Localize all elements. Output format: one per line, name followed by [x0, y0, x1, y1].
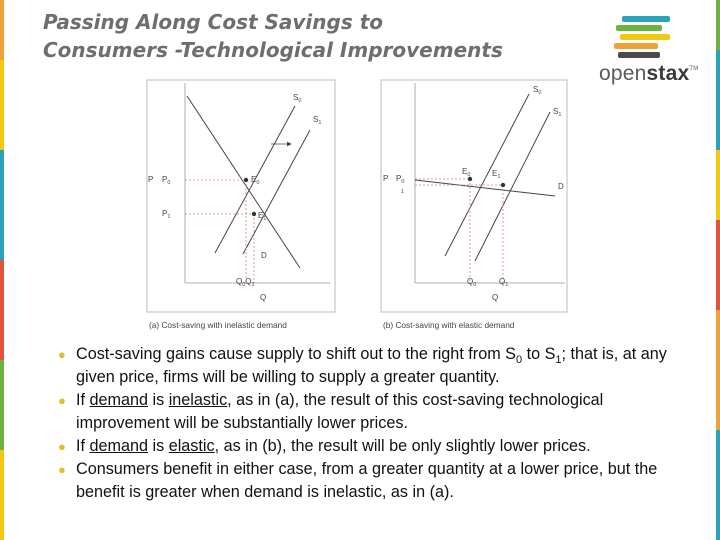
demand-link[interactable]: demand	[89, 437, 148, 455]
demand-link[interactable]: demand	[89, 391, 148, 409]
logo-wordmark: openstax™	[599, 62, 699, 85]
panel-a-p0-label: $P_0$	[162, 175, 171, 186]
elastic-link[interactable]: elastic	[168, 437, 215, 455]
panel-a-e1-point	[252, 212, 256, 216]
panel-b-e0-label: $E_0$	[462, 167, 471, 178]
panel-a-demand-curve	[187, 96, 300, 268]
bullet-item: ● If demand is inelastic, as in (a), the result of this cost-saving technological improvement will be substantially lower prices.	[58, 391, 604, 432]
slide-title	[43, 8, 603, 64]
bullet-list	[56, 343, 696, 504]
panel-b-p1-label: 1	[401, 189, 405, 195]
bullet-dot-icon: ●	[58, 347, 66, 362]
bullet-dot-icon: ●	[58, 462, 66, 477]
panel-a-d-label: D	[261, 251, 267, 260]
slide-title-line-2: Consumers -Technological Improvements	[43, 38, 503, 62]
panel-a-caption: (a) Cost-saving with inelastic demand	[149, 320, 287, 330]
bullet-item: ● Consumers benefit in either case, from a greater quantity at a lower price, but the benefit is greater when demand is inelastic, as in (a).	[58, 460, 658, 501]
panel-a-s1-label: $S_1$	[313, 115, 322, 126]
bullet-item: ● Cost-saving gains cause supply to shift out to the right from $S_0$ to $S_1$; that is, at any given price, firms will be willing to supply a greater quantity.	[58, 345, 667, 386]
panel-a-q-axis-label: Q	[260, 293, 267, 302]
panel-b-p0-label: $P_0$	[396, 174, 405, 185]
panel-b-s0-label: $S_0$	[533, 85, 542, 96]
panel-b-frame	[381, 80, 567, 312]
panel-b-s1-curve	[475, 112, 550, 261]
slide-title-line-1: Passing Along Cost Savings to	[43, 10, 384, 34]
right-accent-bars	[716, 0, 720, 540]
openstax-logo	[596, 14, 706, 84]
inelastic-link[interactable]: inelastic	[168, 391, 228, 409]
panel-b-q0-label: $Q_0$	[467, 277, 477, 288]
panel-a-e0-label: $E_0$	[251, 175, 260, 186]
panel-b-d-label: D	[558, 182, 564, 191]
panel-b	[381, 80, 567, 330]
panel-b-p-label: P	[383, 174, 389, 183]
panel-a-p1-label: $P_1$	[162, 209, 171, 220]
panel-b-e1-label: $E_1$	[492, 169, 501, 180]
panel-a-s1-curve	[243, 130, 310, 254]
panel-a-q0q1-label: $Q_0Q_1$	[236, 277, 255, 288]
panel-a-e1-label: $E_1$	[258, 211, 267, 222]
bullet-item: ● If demand is elastic, as in (b), the result will be only slightly lower prices.	[56, 435, 696, 458]
panel-a-e0-point	[244, 178, 248, 182]
panel-b-q-axis-label: Q	[492, 293, 499, 302]
left-accent-bars	[0, 0, 4, 540]
panel-a-p-label: P	[148, 175, 154, 184]
bullet-dot-icon: ●	[58, 393, 66, 408]
panel-b-q1-label: $Q_1$	[499, 277, 509, 288]
panel-b-e1-point	[501, 183, 505, 187]
panel-b-s1-label: $S_1$	[553, 107, 562, 118]
panel-a	[147, 80, 335, 330]
bullet-dot-icon: ●	[58, 439, 66, 454]
panel-a-s0-label: $S_0$	[293, 93, 302, 104]
supply-demand-figure	[145, 78, 570, 336]
panel-b-caption: (b) Cost-saving with elastic demand	[383, 320, 515, 330]
panel-b-demand-curve	[415, 180, 555, 196]
panel-b-s0-curve	[445, 94, 529, 256]
